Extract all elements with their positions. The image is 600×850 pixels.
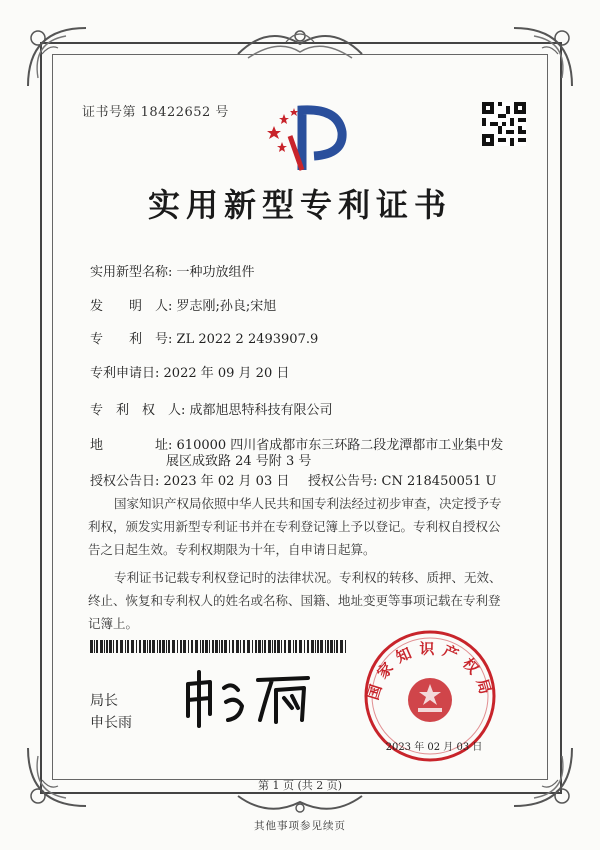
field-patentee <box>90 399 333 418</box>
field-address-line2: 展区成致路 24 号附 3 号 <box>166 454 312 469</box>
corner-ornament-top-right-icon <box>508 22 578 92</box>
field-value: 2022 年 09 月 20 日 <box>163 366 290 381</box>
qr-code-icon <box>482 102 526 146</box>
director-name: 申长雨 <box>90 715 132 731</box>
field-value: 成都旭思特科技有限公司 <box>189 403 333 418</box>
page-number: 第 1 页 (共 2 页) <box>257 779 343 792</box>
field-value: 2023 年 02 月 03 日 <box>163 474 290 489</box>
barcode-icon <box>90 640 352 653</box>
national-emblem-icon <box>408 678 452 722</box>
field-grant-announcement-number <box>308 470 497 489</box>
field-label: 授权公告日: <box>90 474 160 489</box>
field-label: 专 利 权 人: <box>90 403 186 418</box>
field-inventor <box>90 295 276 314</box>
director-title: 局长 <box>90 693 118 709</box>
field-label: 专 利 号: <box>90 332 173 347</box>
field-value: 罗志刚;孙良;宋旭 <box>176 299 277 314</box>
paragraph-legal-status: 专利证书记载专利权登记时的法律状况。专利权的转移、质押、无效、终止、恢复和专利权人的姓名或名称、国籍、地址变更等事项记载在专利登记簿上。 <box>88 570 502 631</box>
seal-text: 国家知识产权局 <box>363 639 497 703</box>
director-signature <box>180 668 320 730</box>
field-label: 地 址: <box>90 438 173 453</box>
certificate-title: 实用新型专利证书 <box>147 186 452 224</box>
field-value: 一种功放组件 <box>176 265 255 280</box>
field-label: 实用新型名称: <box>90 265 173 280</box>
corner-ornament-top-left-icon <box>22 22 92 92</box>
field-label: 授权公告号: <box>308 474 378 489</box>
field-patent-number <box>90 328 318 347</box>
field-value: ZL 2022 2 2493907.9 <box>176 332 319 347</box>
field-label: 发 明 人: <box>90 299 173 314</box>
field-label: 专利申请日: <box>90 366 160 381</box>
continuation-note: 其他事项参见续页 <box>254 820 346 832</box>
field-value: CN 218450051 U <box>381 474 497 489</box>
field-application-date <box>90 362 289 381</box>
seal-date: 2023 年 02 月 03 日 <box>385 742 483 753</box>
field-grant-announcement-date <box>90 470 289 489</box>
field-value: 610000 四川省成都市东三环路二段龙潭都市工业集中发 <box>176 438 504 453</box>
paragraph-grant-statement: 国家知识产权局依照中华人民共和国专利法经过初步审查，决定授予专利权，颁发实用新型专利证书并在专利登记簿上予以登记。专利权自授权公告之日起生效。专利权期限为十年，自申请日起算。 <box>88 496 502 557</box>
field-utility-model-name <box>90 261 255 280</box>
top-ornament-icon <box>228 24 372 66</box>
certificate-number: 证书号第 18422652 号 <box>82 105 229 120</box>
cnipa-emblem-icon <box>258 100 358 174</box>
